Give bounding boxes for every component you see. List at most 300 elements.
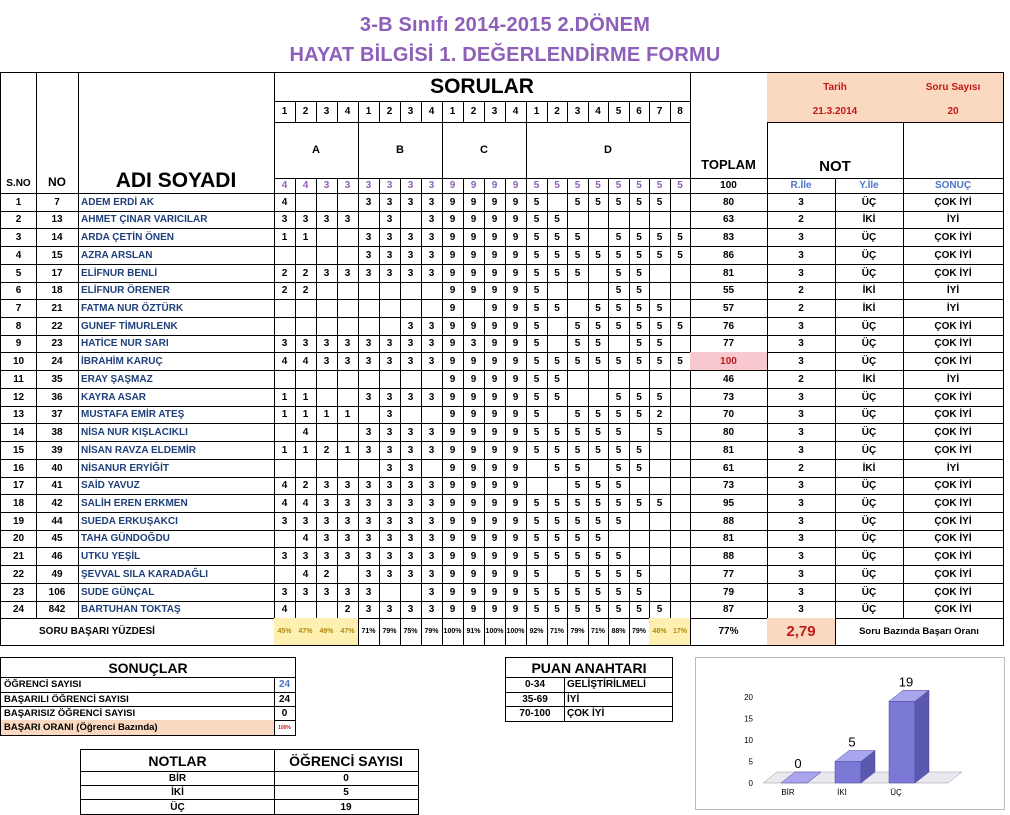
row-sonuc: ÇOK İYİ: [903, 583, 1004, 602]
question-point: 5: [629, 178, 650, 194]
row-score: 9: [505, 388, 527, 407]
row-score: 3: [400, 352, 422, 371]
row-no: 14: [36, 228, 79, 247]
row-no: 38: [36, 423, 79, 442]
row-score: 9: [505, 264, 527, 283]
row-score: 3: [358, 530, 380, 548]
row-score: 5: [649, 423, 671, 442]
row-score: [274, 370, 296, 389]
row-r-ile: 3: [767, 494, 836, 513]
row-score: 3: [421, 494, 443, 513]
row-no: 15: [36, 246, 79, 265]
row-score: 5: [547, 352, 568, 371]
row-score: 2: [295, 282, 317, 300]
row-score: 9: [442, 565, 464, 584]
y-tick-label: 15: [744, 714, 753, 724]
row-sno: 20: [0, 530, 37, 548]
question-point: 3: [358, 178, 380, 194]
row-score: 3: [400, 335, 422, 353]
row-no: 7: [36, 193, 79, 212]
row-score: [274, 299, 296, 318]
row-score: 5: [526, 494, 548, 513]
row-y-ile: İKİ: [835, 282, 904, 300]
row-score: 3: [379, 246, 401, 265]
row-score: 4: [274, 193, 296, 212]
question-number: 3: [400, 101, 422, 123]
row-score: 5: [526, 317, 548, 336]
row-score: 9: [484, 264, 506, 283]
row-y-ile: ÜÇ: [835, 547, 904, 566]
question-point: 9: [463, 178, 485, 194]
row-total: 95: [690, 494, 768, 513]
row-score: [337, 388, 359, 407]
row-score: 5: [629, 335, 650, 353]
header-name: ADI SOYADI: [78, 72, 275, 194]
row-score: 5: [629, 352, 650, 371]
row-score: [358, 406, 380, 424]
row-score: 3: [421, 565, 443, 584]
row-no: 44: [36, 512, 79, 531]
row-score: 9: [505, 494, 527, 513]
question-number: 7: [649, 101, 671, 123]
notlar-value: 19: [274, 800, 419, 815]
row-score: 1: [316, 406, 338, 424]
row-score: [295, 193, 317, 212]
row-score: 3: [379, 601, 401, 619]
row-total: 73: [690, 477, 768, 495]
row-score: 9: [442, 264, 464, 283]
row-score: 3: [274, 583, 296, 602]
row-sno: 17: [0, 477, 37, 495]
row-sno: 23: [0, 583, 37, 602]
row-score: 9: [463, 406, 485, 424]
row-score: [588, 282, 609, 300]
row-y-ile: ÜÇ: [835, 601, 904, 619]
row-score: [547, 335, 568, 353]
row-score: [608, 370, 630, 389]
row-score: [649, 512, 671, 531]
row-score: 3: [379, 228, 401, 247]
row-score: 3: [337, 547, 359, 566]
row-score: 5: [629, 193, 650, 212]
row-score: 5: [526, 441, 548, 460]
row-score: 9: [463, 264, 485, 283]
row-score: [670, 512, 691, 531]
row-score: 9: [484, 494, 506, 513]
success-percent: 71%: [547, 618, 568, 646]
row-score: 3: [400, 228, 422, 247]
row-score: [316, 317, 338, 336]
row-score: [547, 317, 568, 336]
puan-label: İYİ: [564, 692, 673, 707]
row-r-ile: 3: [767, 352, 836, 371]
row-score: [608, 211, 630, 229]
row-sno: 10: [0, 352, 37, 371]
row-score: 5: [526, 264, 548, 283]
row-score: 5: [526, 282, 548, 300]
row-total: 73: [690, 388, 768, 407]
row-total: 88: [690, 512, 768, 531]
row-sonuc: ÇOK İYİ: [903, 193, 1004, 212]
row-total: 80: [690, 193, 768, 212]
row-total: 79: [690, 583, 768, 602]
row-score: 4: [295, 423, 317, 442]
puan-range: 70-100: [505, 706, 565, 722]
row-total: 87: [690, 601, 768, 619]
row-sonuc: İYİ: [903, 370, 1004, 389]
question-number: 1: [274, 101, 296, 123]
row-name: AZRA ARSLAN: [78, 246, 275, 265]
row-score: 5: [526, 547, 548, 566]
row-score: 3: [421, 193, 443, 212]
row-score: [547, 193, 568, 212]
row-score: 9: [463, 317, 485, 336]
row-score: [649, 370, 671, 389]
row-no: 24: [36, 352, 79, 371]
row-score: [295, 299, 317, 318]
row-score: [670, 370, 691, 389]
row-score: [421, 370, 443, 389]
question-point: 5: [608, 178, 630, 194]
row-score: [358, 370, 380, 389]
row-total: 55: [690, 282, 768, 300]
row-score: 5: [629, 228, 650, 247]
row-score: 5: [526, 423, 548, 442]
bar-front: [835, 762, 861, 784]
row-score: 3: [274, 512, 296, 531]
row-score: 5: [629, 601, 650, 619]
row-r-ile: 3: [767, 317, 836, 336]
question-point: 9: [505, 178, 527, 194]
row-score: 5: [567, 601, 589, 619]
row-score: 9: [505, 299, 527, 318]
row-score: 5: [567, 264, 589, 283]
y-tick-label: 5: [748, 757, 753, 767]
row-score: 5: [629, 565, 650, 584]
sonuclar-title: SONUÇLAR: [0, 657, 296, 678]
row-score: 5: [670, 317, 691, 336]
row-score: [400, 370, 422, 389]
row-sonuc: ÇOK İYİ: [903, 264, 1004, 283]
chart-frame: [696, 658, 1005, 810]
row-score: 3: [295, 335, 317, 353]
row-score: 3: [379, 547, 401, 566]
question-number: 4: [337, 101, 359, 123]
row-score: 3: [421, 211, 443, 229]
row-score: [463, 299, 485, 318]
row-score: [358, 317, 380, 336]
row-score: 3: [400, 317, 422, 336]
sonuclar-label: BAŞARISIZ ÖĞRENCİ SAYISI: [0, 706, 275, 721]
x-category-label: ÜÇ: [890, 788, 902, 797]
success-average: 2,79: [767, 618, 836, 646]
row-sonuc: İYİ: [903, 299, 1004, 318]
row-name: ERAY ŞAŞMAZ: [78, 370, 275, 389]
row-r-ile: 3: [767, 264, 836, 283]
row-score: 1: [337, 406, 359, 424]
row-score: [337, 193, 359, 212]
row-sonuc: ÇOK İYİ: [903, 530, 1004, 548]
row-score: [358, 211, 380, 229]
row-score: 9: [484, 317, 506, 336]
row-r-ile: 3: [767, 246, 836, 265]
row-score: 5: [608, 352, 630, 371]
row-y-ile: ÜÇ: [835, 246, 904, 265]
row-y-ile: ÜÇ: [835, 512, 904, 531]
row-score: 5: [526, 388, 548, 407]
row-score: 5: [547, 423, 568, 442]
row-score: [337, 282, 359, 300]
row-score: [588, 264, 609, 283]
row-score: 3: [400, 193, 422, 212]
row-score: 3: [337, 477, 359, 495]
row-score: 5: [608, 388, 630, 407]
row-score: [567, 370, 589, 389]
row-score: 9: [505, 530, 527, 548]
row-score: 4: [274, 601, 296, 619]
row-score: 9: [442, 530, 464, 548]
success-percent: 79%: [567, 618, 589, 646]
sonuclar-label: ÖĞRENCİ SAYISI: [0, 677, 275, 693]
row-score: 3: [316, 494, 338, 513]
row-score: 3: [358, 583, 380, 602]
row-score: 3: [400, 388, 422, 407]
row-score: [421, 459, 443, 478]
row-score: 9: [484, 512, 506, 531]
row-score: [670, 211, 691, 229]
row-score: 5: [588, 193, 609, 212]
row-score: 3: [421, 441, 443, 460]
row-score: 4: [295, 352, 317, 371]
row-score: [649, 264, 671, 283]
row-score: 3: [400, 441, 422, 460]
row-total: 77: [690, 335, 768, 353]
row-y-ile: ÜÇ: [835, 228, 904, 247]
row-r-ile: 3: [767, 228, 836, 247]
row-r-ile: 3: [767, 388, 836, 407]
group-label: C: [442, 122, 527, 179]
row-score: 3: [379, 512, 401, 531]
row-score: 9: [463, 477, 485, 495]
row-name: SALİH EREN ERKMEN: [78, 494, 275, 513]
row-score: 9: [505, 565, 527, 584]
group-label: B: [358, 122, 443, 179]
row-score: 3: [400, 565, 422, 584]
row-y-ile: ÜÇ: [835, 565, 904, 584]
row-score: 9: [505, 406, 527, 424]
row-sno: 2: [0, 211, 37, 229]
row-score: [337, 246, 359, 265]
row-sonuc: ÇOK İYİ: [903, 547, 1004, 566]
row-total: 81: [690, 441, 768, 460]
row-score: [400, 406, 422, 424]
row-score: 5: [608, 228, 630, 247]
sonuclar-value: 24: [274, 677, 296, 693]
row-score: 9: [484, 530, 506, 548]
row-score: 1: [295, 228, 317, 247]
row-score: 3: [379, 406, 401, 424]
row-score: 5: [588, 477, 609, 495]
question-number: 1: [526, 101, 548, 123]
row-score: 1: [337, 441, 359, 460]
row-score: 3: [316, 547, 338, 566]
row-score: 9: [442, 441, 464, 460]
row-score: 5: [588, 246, 609, 265]
row-sonuc: ÇOK İYİ: [903, 494, 1004, 513]
row-score: [629, 530, 650, 548]
row-score: [337, 565, 359, 584]
row-score: [670, 565, 691, 584]
row-score: 3: [421, 423, 443, 442]
row-score: 3: [337, 530, 359, 548]
row-score: [588, 211, 609, 229]
row-score: 5: [588, 565, 609, 584]
row-score: 4: [295, 565, 317, 584]
row-score: 5: [588, 441, 609, 460]
row-score: [274, 317, 296, 336]
header-blank: [903, 122, 1004, 179]
row-score: 3: [421, 477, 443, 495]
row-score: 1: [274, 406, 296, 424]
success-percent: 100%: [505, 618, 527, 646]
row-score: 3: [379, 352, 401, 371]
row-score: 3: [400, 601, 422, 619]
success-percent: 79%: [379, 618, 401, 646]
row-score: [316, 370, 338, 389]
row-score: [274, 459, 296, 478]
success-percent: 75%: [400, 618, 422, 646]
row-score: [670, 282, 691, 300]
row-score: 3: [358, 477, 380, 495]
success-percent: 49%: [316, 618, 338, 646]
row-score: [337, 299, 359, 318]
row-score: 2: [295, 477, 317, 495]
row-score: [649, 547, 671, 566]
row-y-ile: İKİ: [835, 211, 904, 229]
row-score: [274, 246, 296, 265]
row-score: 5: [649, 601, 671, 619]
row-score: [629, 370, 650, 389]
page-title: 3-B Sınıfı 2014-2015 2.DÖNEM: [359, 14, 651, 36]
question-number: 8: [670, 101, 691, 123]
row-score: 5: [567, 565, 589, 584]
row-score: 9: [463, 565, 485, 584]
row-r-ile: 3: [767, 406, 836, 424]
row-score: [547, 282, 568, 300]
row-score: 3: [379, 459, 401, 478]
question-number: 3: [316, 101, 338, 123]
row-score: [358, 299, 380, 318]
row-y-ile: ÜÇ: [835, 352, 904, 371]
row-score: 5: [526, 512, 548, 531]
row-score: 9: [442, 494, 464, 513]
row-name: NİSAN RAVZA ELDEMİR: [78, 441, 275, 460]
row-score: 1: [274, 228, 296, 247]
row-score: 3: [337, 264, 359, 283]
row-score: 5: [629, 441, 650, 460]
success-percent: 91%: [463, 618, 485, 646]
row-sonuc: ÇOK İYİ: [903, 352, 1004, 371]
row-sno: 19: [0, 512, 37, 531]
row-sno: 16: [0, 459, 37, 478]
row-score: [670, 441, 691, 460]
row-score: [295, 601, 317, 619]
row-score: 3: [400, 477, 422, 495]
row-score: [337, 423, 359, 442]
row-sno: 4: [0, 246, 37, 265]
row-score: 3: [379, 264, 401, 283]
success-percent: 92%: [526, 618, 548, 646]
success-note: Soru Bazında Başarı Oranı: [835, 618, 1004, 646]
row-score: 9: [442, 299, 464, 318]
header-sonuc: SONUÇ: [903, 178, 1004, 194]
row-no: 842: [36, 601, 79, 619]
row-y-ile: ÜÇ: [835, 477, 904, 495]
row-total: 46: [690, 370, 768, 389]
row-sno: 18: [0, 494, 37, 513]
row-score: 2: [649, 406, 671, 424]
row-score: 5: [526, 211, 548, 229]
row-score: 3: [379, 441, 401, 460]
row-name: NİSANUR ERYİĞİT: [78, 459, 275, 478]
row-score: 3: [358, 441, 380, 460]
row-score: [274, 423, 296, 442]
row-score: 9: [484, 547, 506, 566]
row-sonuc: ÇOK İYİ: [903, 477, 1004, 495]
row-score: 5: [588, 406, 609, 424]
row-score: [670, 335, 691, 353]
header-y-ile: Y.İle: [835, 178, 904, 194]
question-point: 4: [295, 178, 317, 194]
sonuclar-label: BAŞARI ORANI (Öğrenci Bazında): [0, 720, 275, 736]
row-score: 5: [567, 459, 589, 478]
question-number: 2: [379, 101, 401, 123]
row-score: 3: [421, 246, 443, 265]
row-total: 100: [690, 352, 768, 371]
row-score: 1: [274, 388, 296, 407]
row-score: 9: [442, 228, 464, 247]
row-sonuc: İYİ: [903, 211, 1004, 229]
row-score: 3: [379, 335, 401, 353]
row-name: TAHA GÜNDOĞDU: [78, 530, 275, 548]
row-score: 9: [484, 583, 506, 602]
header-sorular: SORULAR: [274, 72, 691, 102]
row-score: [649, 477, 671, 495]
row-name: HATİCE NUR SARI: [78, 335, 275, 353]
row-no: 37: [36, 406, 79, 424]
row-score: 9: [442, 246, 464, 265]
row-name: ŞEVVAL SILA KARADAĞLI: [78, 565, 275, 584]
row-score: [588, 228, 609, 247]
row-name: ELİFNUR ÖRENER: [78, 282, 275, 300]
row-score: 9: [463, 494, 485, 513]
row-total: 80: [690, 423, 768, 442]
header-no: NO: [36, 72, 79, 194]
row-y-ile: ÜÇ: [835, 423, 904, 442]
question-number: 4: [421, 101, 443, 123]
row-score: 5: [608, 512, 630, 531]
page-subtitle: HAYAT BİLGİSİ 1. DEĞERLENDİRME FORMU: [289, 44, 721, 66]
success-total: 77%: [690, 618, 768, 646]
row-score: 3: [400, 547, 422, 566]
row-score: 9: [505, 512, 527, 531]
row-score: 5: [608, 565, 630, 584]
row-score: [316, 423, 338, 442]
row-total: 86: [690, 246, 768, 265]
header-r-ile: R.İle: [767, 178, 836, 194]
notlar-value: 5: [274, 786, 419, 800]
y-tick-label: 0: [748, 779, 753, 788]
